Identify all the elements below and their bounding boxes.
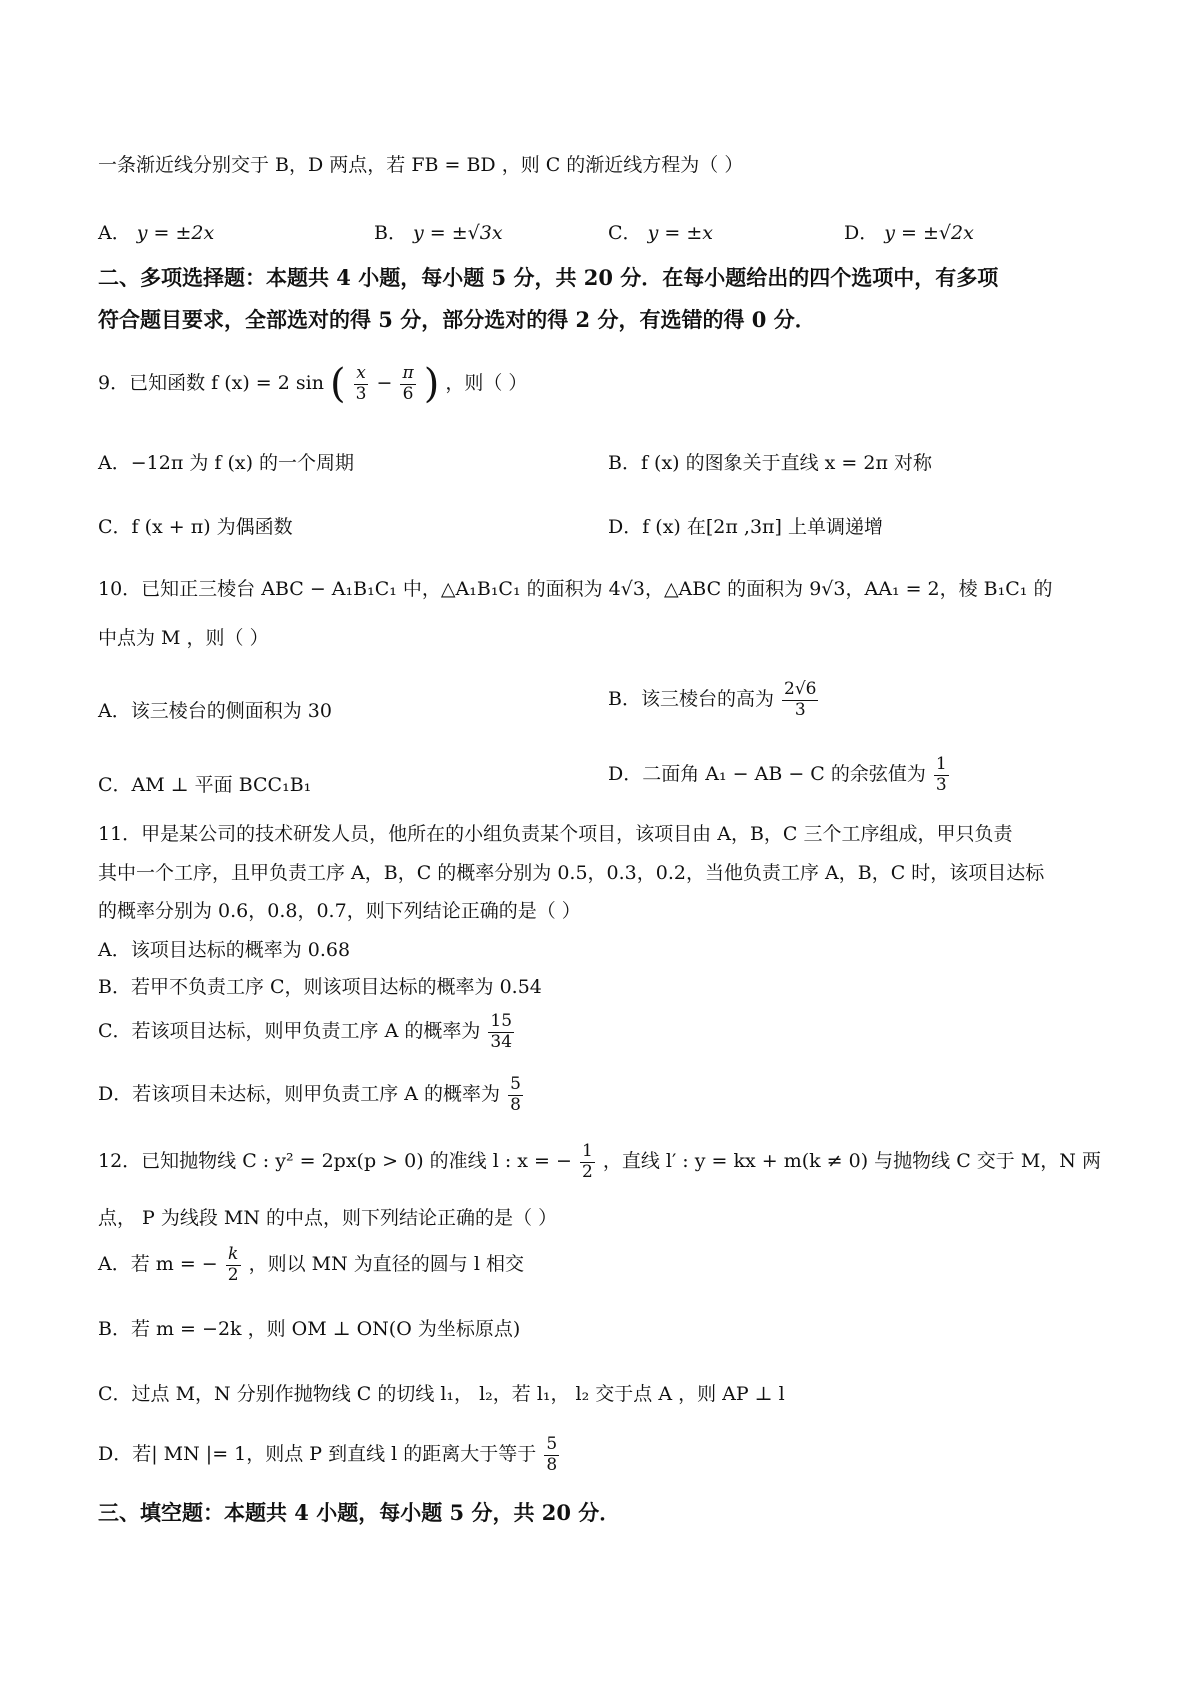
paren-open: ( <box>329 361 346 407</box>
frac-denominator: 2 <box>581 1161 593 1182</box>
frac-numerator: 2√6 <box>784 679 817 699</box>
q8-option-b <box>374 218 503 245</box>
frac-denominator: 3 <box>935 774 947 795</box>
q12-a-fraction <box>226 1245 241 1285</box>
q11-d-fraction <box>508 1075 523 1115</box>
frac-numerator: 15 <box>490 1011 513 1031</box>
q9-option-d <box>608 512 883 539</box>
q11-option-a: A．该项目达标的概率为 0.68 <box>98 939 351 961</box>
q10-option-a: A．该三棱台的侧面积为 30 <box>98 700 332 722</box>
option-label: B． <box>374 222 407 244</box>
stem-text: 12．已知抛物线 C : y² = 2px(p > 0) 的准线 l : x = − <box>98 1150 572 1173</box>
frac-numerator: 1 <box>935 754 947 774</box>
option-text: A．若 m = − <box>98 1253 218 1276</box>
q9-stem-post: ，则（ ） <box>445 372 528 394</box>
frac-denominator: 3 <box>794 699 806 720</box>
frac-denominator: 2 <box>227 1264 239 1285</box>
section-3-heading: 三、填空题：本题共 4 小题，每小题 5 分，共 20 分． <box>98 1500 621 1525</box>
option-label: A． <box>98 452 131 474</box>
option-text: y = ±x <box>647 222 713 244</box>
minus-sign: − <box>376 372 393 394</box>
q9-option-c <box>98 512 293 539</box>
q11-stem-line2: 其中一个工序，且甲负责工序 A，B，C 的概率分别为 0.5，0.3，0.2，当他负责工序 A，B，C 时，该项目达标 <box>98 862 1045 884</box>
q9-stem <box>98 360 527 408</box>
q12-option-c: C．过点 M，N 分别作抛物线 C 的切线 l₁， l₂，若 l₁， l₂ 交于点 A ，则 AP ⊥ l <box>98 1383 785 1405</box>
option-text: D．二面角 A₁ − AB − C 的余弦值为 <box>608 763 926 786</box>
option-text: D．若| MN |= 1，则点 P 到直线 l 的距离大于等于 <box>98 1443 537 1466</box>
q12-option-a <box>98 1245 524 1285</box>
frac-numerator: 5 <box>510 1074 521 1094</box>
q8-option-c <box>608 218 713 245</box>
option-text: −12π 为 f (x) 的一个周期 <box>130 452 355 474</box>
option-text: D．若该项目未达标，则甲负责工序 A 的概率为 <box>98 1083 501 1106</box>
option-text: y = ±√3x <box>413 222 503 244</box>
q9-frac-pi-over-6 <box>400 364 415 404</box>
frac-numerator: 5 <box>546 1434 558 1454</box>
frac-denominator: 34 <box>490 1031 513 1052</box>
option-text: B．该三棱台的高为 <box>608 688 774 711</box>
option-text: ，则以 MN 为直径的圆与 l 相交 <box>248 1253 524 1276</box>
q11-option-b: B．若甲不负责工序 C，则该项目达标的概率为 0.54 <box>98 976 542 998</box>
frac-numerator: k <box>226 1245 241 1266</box>
q9-frac-x-over-3 <box>354 364 369 404</box>
q8-option-a <box>98 218 214 245</box>
option-label: A． <box>98 222 131 244</box>
q10-stem-line2: 中点为 M ，则（ ） <box>98 627 269 649</box>
q11-stem-line1: 11．甲是某公司的技术研发人员，他所在的小组负责某个项目，该项目由 A，B，C 三个工序组成，甲只负责 <box>98 823 1013 845</box>
q9-stem-pre: 9．已知函数 f (x) = 2 sin <box>98 372 324 394</box>
frac-denominator: 8 <box>510 1094 521 1115</box>
q10-b-fraction <box>782 680 818 720</box>
section-2-heading-line2: 符合题目要求，全部选对的得 5 分，部分选对的得 2 分，有选错的得 0 分． <box>98 307 816 332</box>
q11-option-d <box>98 1075 525 1115</box>
q8-option-d <box>844 218 974 245</box>
q10-option-c: C．AM ⊥ 平面 BCC₁B₁ <box>98 774 312 796</box>
q9-option-b <box>608 448 932 475</box>
option-label: C． <box>98 516 132 538</box>
q12-stem-line2: 点， P 为线段 MN 的中点，则下列结论正确的是（ ） <box>98 1207 558 1229</box>
option-text: f (x + π) 为偶函数 <box>131 516 293 538</box>
q9-option-a <box>98 448 354 475</box>
q12-option-d <box>98 1435 561 1475</box>
q11-c-fraction <box>488 1012 514 1052</box>
option-label: C． <box>608 222 642 244</box>
q12-option-b: B．若 m = −2k ，则 OM ⊥ ON(O 为坐标原点) <box>98 1318 521 1340</box>
q8-stem-tail: 一条渐近线分别交于 B，D 两点，若 FB = BD ，则 C 的渐近线方程为（ ） <box>98 154 744 176</box>
option-label: D． <box>608 516 643 538</box>
q12-stem-line1 <box>98 1142 1101 1182</box>
stem-text: ，直线 l′ : y = kx + m(k ≠ 0) 与抛物线 C 交于 M，N 两 <box>602 1150 1101 1173</box>
option-text: f (x) 在[2π ,3π] 上单调递增 <box>642 516 883 538</box>
q11-stem-line3: 的概率分别为 0.6，0.8，0.7，则下列结论正确的是（ ） <box>98 900 581 922</box>
paren-close: ) <box>423 361 440 407</box>
frac-denominator: 8 <box>546 1454 558 1475</box>
frac-denominator: 3 <box>355 383 367 404</box>
frac-numerator: π <box>402 362 414 383</box>
frac-denominator: 6 <box>402 383 414 404</box>
q12-directrix-fraction <box>580 1142 595 1182</box>
q10-stem-line1: 10．已知正三棱台 ABC − A₁B₁C₁ 中，△A₁B₁C₁ 的面积为 4√3，△ABC 的面积为 9√3，AA₁ = 2，棱 B₁C₁ 的 <box>98 578 1053 600</box>
option-text: C．若该项目达标，则甲负责工序 A 的概率为 <box>98 1020 481 1043</box>
q10-option-d <box>608 755 951 795</box>
option-text: f (x) 的图象关于直线 x = 2π 对称 <box>640 452 932 474</box>
option-text: y = ±√2x <box>884 222 974 244</box>
option-text: y = ±2x <box>136 222 215 244</box>
section-2-heading-line1: 二、多项选择题：本题共 4 小题，每小题 5 分，共 20 分．在每小题给出的四个选项中，有多项 <box>98 265 999 290</box>
q11-option-c <box>98 1012 516 1052</box>
frac-numerator: 1 <box>581 1141 593 1161</box>
option-label: D． <box>844 222 879 244</box>
q10-d-fraction <box>934 755 949 795</box>
frac-numerator: x <box>354 364 369 385</box>
q10-option-b <box>608 680 820 720</box>
q12-d-fraction <box>544 1435 559 1475</box>
option-label: B． <box>608 452 641 474</box>
